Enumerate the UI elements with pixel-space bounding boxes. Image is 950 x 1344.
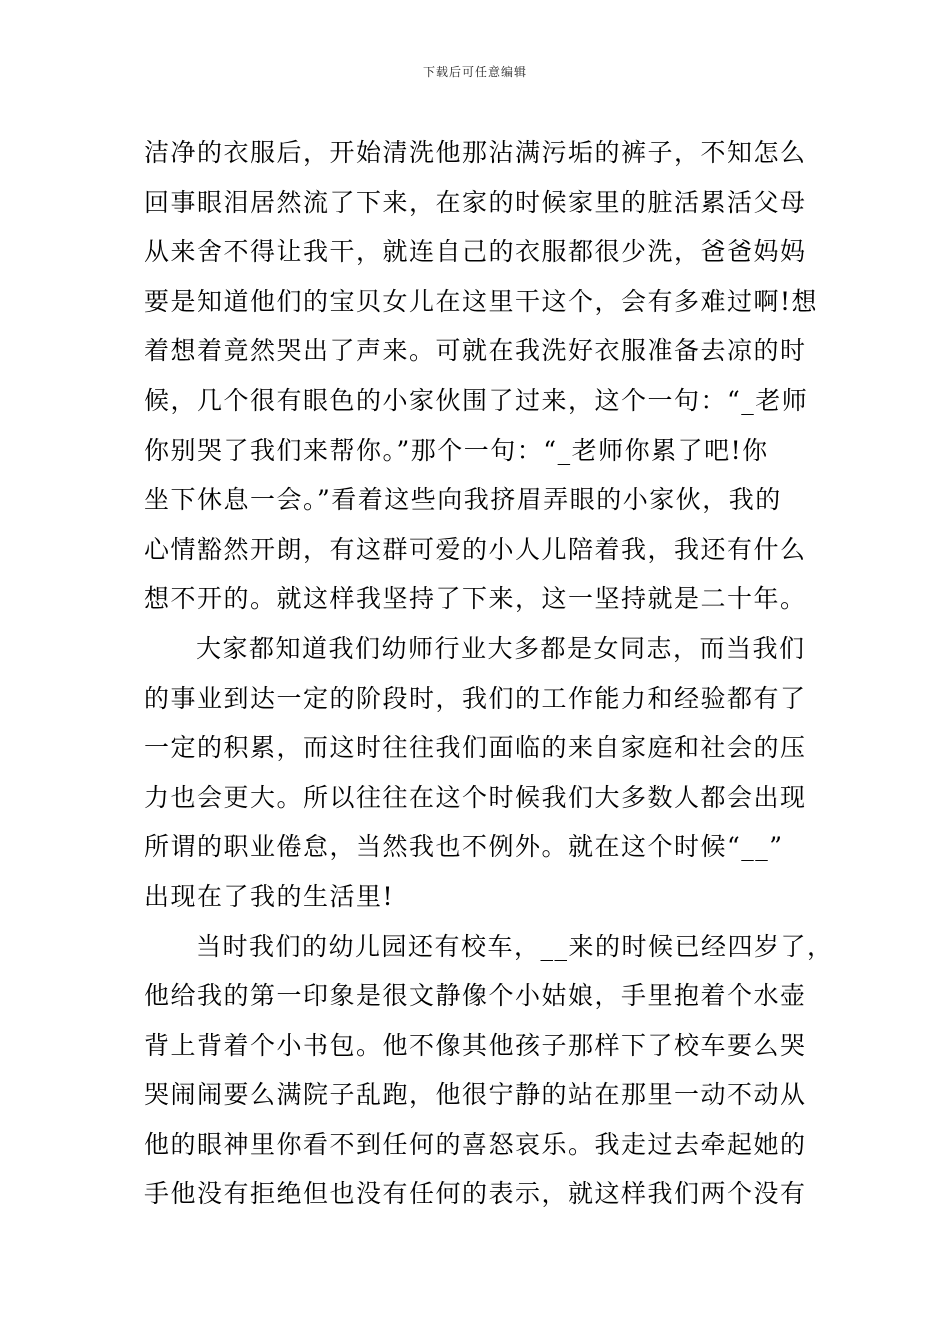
text-line: 一定的积累，而这时往往我们面临的来自家庭和社会的压 <box>144 733 807 763</box>
text-line: 着想着竟然哭出了声来。可就在我洗好衣服准备去凉的时 <box>144 336 807 366</box>
text-line: 回事眼泪居然流了下来，在家的时候家里的脏活累活父母 <box>144 187 807 217</box>
paragraph-first-line: 当时我们的幼儿园还有校车，__来的时候已经四岁了， <box>196 931 834 961</box>
text-line: 洁净的衣服后，开始清洗他那沾满污垢的裤子，不知怎么 <box>144 138 807 167</box>
text-line: 手他没有拒绝但也没有任何的表示，就这样我们两个没有 <box>144 1179 807 1209</box>
text-line: 从来舍不得让我干，就连自己的衣服都很少洗，爸爸妈妈 <box>144 237 807 267</box>
text-line: 他的眼神里你看不到任何的喜怒哀乐。我走过去牵起她的 <box>144 1129 807 1159</box>
text-line: 想不开的。就这样我坚持了下来，这一坚持就是二十年。 <box>144 584 807 614</box>
text-line: 坐下休息一会。”看着这些向我挤眉弄眼的小家伙，我的 <box>144 485 782 515</box>
text-line: 力也会更大。所以往往在这个时候我们大多数人都会出现 <box>144 782 807 812</box>
text-line: 哭闹闹要么满院子乱跑，他很宁静的站在那里一动不动从 <box>144 1080 807 1110</box>
text-line: 心情豁然开朗，有这群可爱的小人儿陪着我，我还有什么 <box>144 534 807 564</box>
text-line: 要是知道他们的宝贝女儿在这里干这个，会有多难过啊!想 <box>144 286 819 316</box>
text-line: 他给我的第一印象是很文静像个小姑娘，手里抱着个水壶 <box>144 981 807 1011</box>
text-line: 背上背着个小书包。他不像其他孩子那样下了校车要么哭 <box>144 1030 807 1060</box>
paragraph-first-line: 大家都知道我们幼师行业大多都是女同志，而当我们 <box>196 633 806 663</box>
page-header: 下载后可任意编辑 <box>422 65 527 79</box>
text-line: 所谓的职业倦怠，当然我也不例外。就在这个时候“__” <box>144 832 784 862</box>
text-line: 候，几个很有眼色的小家伙围了过来，这个一句：“_老师 <box>144 385 809 415</box>
body-text <box>144 128 834 1219</box>
text-line: 出现在了我的生活里! <box>144 881 395 911</box>
text-line: 的事业到达一定的阶段时，我们的工作能力和经验都有了 <box>144 683 807 713</box>
text-line: 你别哭了我们来帮你。”那个一句：“_老师你累了吧!你 <box>144 435 769 465</box>
